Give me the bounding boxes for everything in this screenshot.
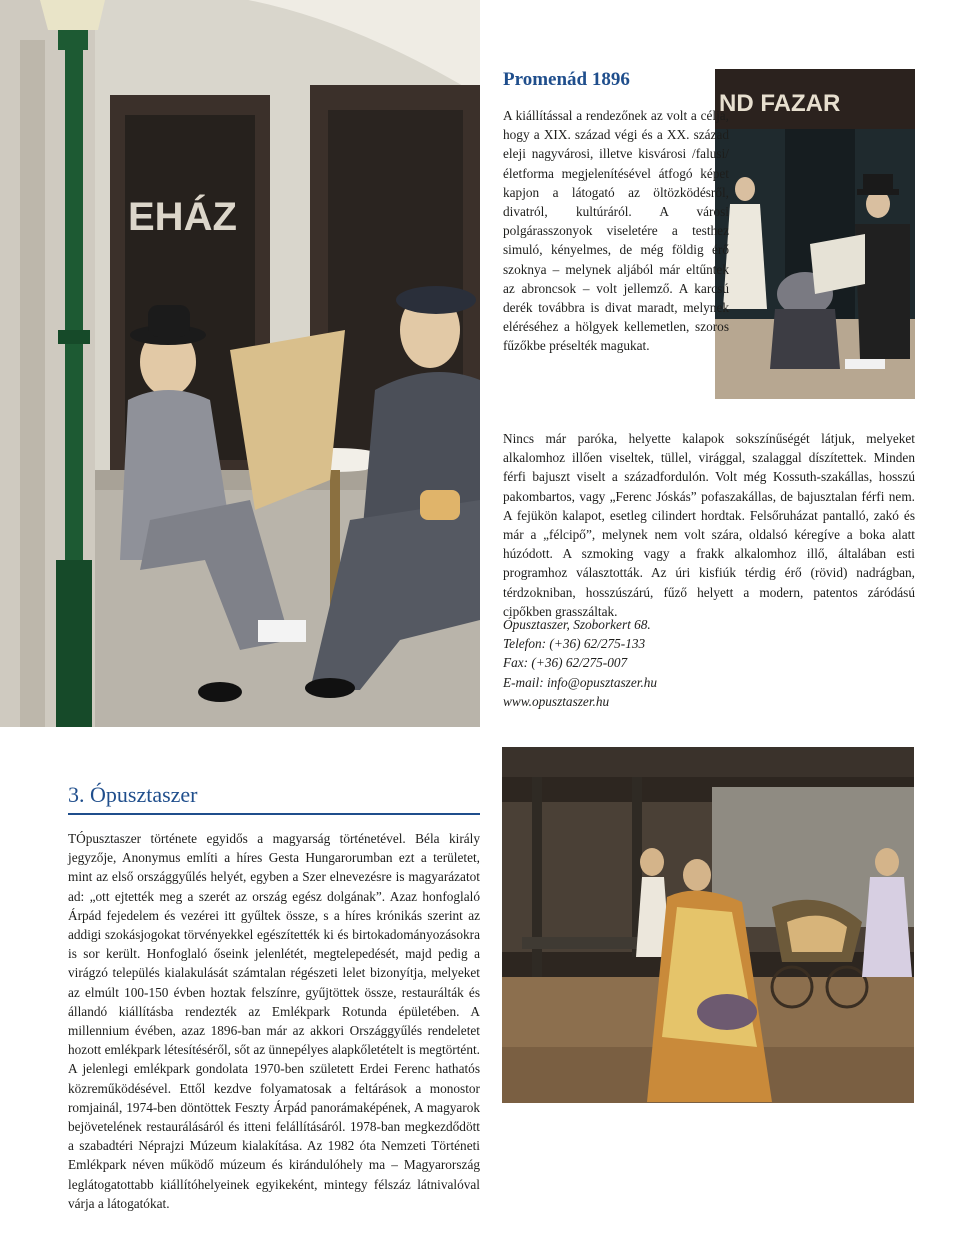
cafe-scene-photo: [0, 0, 480, 727]
promenade-scene-photo: [502, 747, 914, 1103]
section-title: 3. Ópusztaszer: [68, 782, 198, 807]
street-sign-text: ND FAZAR: [719, 90, 841, 117]
contact-address: Ópusztaszer, Szoborkert 68.: [503, 617, 651, 632]
contact-website[interactable]: www.opusztaszer.hu: [503, 693, 610, 709]
history-text: TÓpusztaszer története egyidős a magyarság történetével. Béla király jegyzője, Anonymus említi a híres Gesta Hungarorumban ezt a területet, mint az első országgyűlés helyét, egyben a Szer elnevezésre is magyarázatot ad: „ott ejtették meg a szerét az ország egész dolgának”. Azaz honfoglaló Árpád fejedelem és vezérei itt gyűltek össze, s a híres krónikás szerint az addigi szokásjogokat törvényekkel egészítették ki és birtokadományozásokra is sor került. Honfoglaló őseink jelenlétét, megtelepedését, majd pedig a virágzó település kialakulását számtalan régészeti lelet bizonyítja, melyeket az elmúlt 100-150 évben hoztak felszínre, gyűjtöttek össze, restaurálták és állandó kiállításba rendezték az Emlékpark Rotunda épületében. A millennium évében, azaz 1896-ban már az akkori Országgyűlés rendeletet hozott emlékpark létesítéséről, sőt az ünnepélyes alapkőletételt is megtörtént. A jelenlegi emlékpark gondolata 1970-ben született Erdei Ferenc hathatós közreműködésével. Ettől kezdve folyamatosak a feltárások a monostor romjainál, 1974-ben döntöttek Feszty Árpád panorámaképének, A magyarok bejövetelének restaurálásáról és itteni felállításáról. 1978-ban megkezdődött a szabadtéri Néprajzi Múzeum kialakítása. Az 1982 óta Nemzeti Történeti Emlékpark néven működő múzeum és kirándulóhely ma – Magyarország leglátogatottabb kiállítóhelyeinek egyikeként, mintegy félszáz látnivalóval várja a látogatókat.: [68, 831, 480, 1211]
contact-phone: Telefon: (+36) 62/275-133: [503, 636, 646, 652]
title-divider: [68, 813, 480, 815]
promenade-body-text: Nincs már paróka, helyette kalapok sokszínűségét látjuk, melyeket alkalomhoz illően viseltek, tüllel, virággal, szalaggal díszítettek. Minden férfi bajuszt viselt a századfordulón. Volt még Kossuth-szakállas, hosszú pakombartos, vagy „Ferenc Jóskás” pofaszakállas, de bajusztalan férfi nem. A fejükön kalapot, esetleg cilindert hordtak. Felsőruházat pantalló, zakó és már a „félcipő”, melynek nem volt szára, oldalsó kéregíve a boka alatt húzódott. A szmoking vagy a frakk alkalomhoz illő, általában esti programhoz választották. Az úri kisfiúk térdig érő (rövid) nadrágban, térdzokniban, hosszúszárú, fűző helyett a modern, patentos záródású cipőkben grasszáltak.: [503, 431, 915, 619]
shop-sign-text: EHÁZ: [128, 195, 237, 239]
promenade-title: Promenád 1896: [503, 69, 630, 90]
contact-email[interactable]: E-mail: info@opusztaszer.hu: [503, 674, 658, 690]
contact-block: [503, 615, 803, 711]
street-scene-photo: [715, 69, 915, 399]
contact-fax: Fax: (+36) 62/275-007: [503, 655, 628, 671]
promenade-intro-text: A kiállítással a rendezőnek az volt a célja, hogy a XIX. század végi és a XX. század eleji nagyvárosi, illetve kisvárosi /falusi/ életforma megjelenítésével átfogó képet kapjon a látogató az öltözködésről, divatról, kultúráról. A városi polgárasszonyok viseletére a testhez simuló, kényelmes, de még földig érő szoknya – melynek aljából már eltűntek az abroncsok – volt jellemző. A karcsú derék továbbra is divat maradt, melynek eléréséhez a hölgyek kellemetlen, szoros fűzőkbe préselték magukat.: [503, 108, 729, 354]
